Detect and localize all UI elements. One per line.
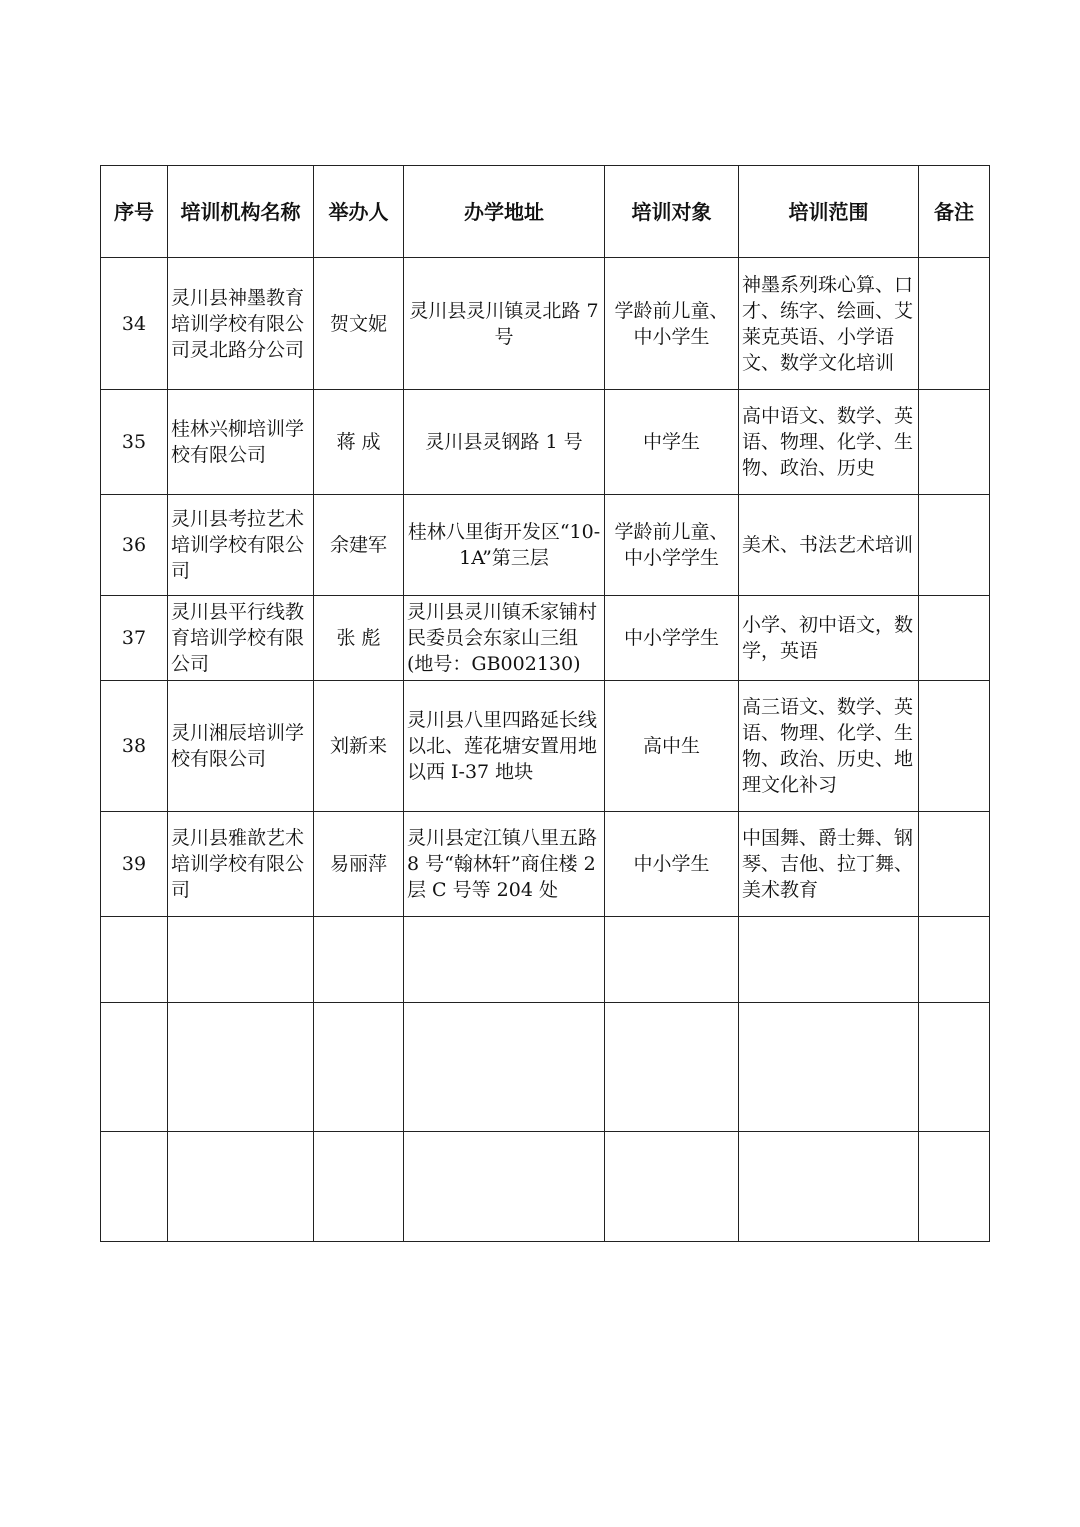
row-note — [919, 812, 990, 917]
table-row — [101, 258, 990, 390]
empty-cell — [314, 1003, 404, 1132]
empty-cell — [605, 1003, 739, 1132]
empty-cell — [314, 917, 404, 1003]
training-institution-table — [100, 165, 990, 1242]
row-address: 灵川县灵钢路 1 号 — [404, 390, 605, 495]
header-note: 备注 — [919, 166, 990, 258]
row-note — [919, 596, 990, 681]
row-scope: 神墨系列珠心算、口才、练字、绘画、艾莱克英语、小学语文、数学文化培训 — [739, 258, 919, 390]
table-row — [101, 681, 990, 812]
row-index: 37 — [101, 596, 168, 681]
header-address: 办学地址 — [404, 166, 605, 258]
row-organizer: 贺文妮 — [314, 258, 404, 390]
empty-cell — [739, 1003, 919, 1132]
row-name: 灵川县平行线教育培训学校有限公司 — [168, 596, 314, 681]
table-row — [101, 390, 990, 495]
table-header-row — [101, 166, 990, 258]
row-target: 中小学生 — [605, 812, 739, 917]
row-scope: 小学、初中语文，数学，英语 — [739, 596, 919, 681]
table-row — [101, 812, 990, 917]
row-target: 学龄前儿童、中小学学生 — [605, 495, 739, 596]
row-index: 35 — [101, 390, 168, 495]
row-index: 34 — [101, 258, 168, 390]
row-target: 中学生 — [605, 390, 739, 495]
empty-cell — [919, 1003, 990, 1132]
header-scope: 培训范围 — [739, 166, 919, 258]
header-organizer: 举办人 — [314, 166, 404, 258]
empty-cell — [168, 917, 314, 1003]
row-organizer: 张 彪 — [314, 596, 404, 681]
row-organizer: 刘新来 — [314, 681, 404, 812]
row-scope: 美术、书法艺术培训 — [739, 495, 919, 596]
row-target: 学龄前儿童、中小学生 — [605, 258, 739, 390]
row-organizer: 易丽萍 — [314, 812, 404, 917]
row-organizer: 蒋 成 — [314, 390, 404, 495]
empty-cell — [101, 917, 168, 1003]
row-organizer: 余建军 — [314, 495, 404, 596]
row-address: 灵川县八里四路延长线以北、莲花塘安置用地以西 I-37 地块 — [404, 681, 605, 812]
row-address: 灵川县灵川镇灵北路 7 号 — [404, 258, 605, 390]
row-index: 39 — [101, 812, 168, 917]
row-index: 36 — [101, 495, 168, 596]
empty-cell — [101, 1132, 168, 1242]
empty-cell — [314, 1132, 404, 1242]
empty-cell — [919, 917, 990, 1003]
header-target: 培训对象 — [605, 166, 739, 258]
header-index: 序号 — [101, 166, 168, 258]
row-note — [919, 495, 990, 596]
empty-cell — [404, 1003, 605, 1132]
row-note — [919, 390, 990, 495]
empty-cell — [605, 917, 739, 1003]
row-name: 灵川湘辰培训学校有限公司 — [168, 681, 314, 812]
empty-table-row — [101, 1003, 990, 1132]
table-row — [101, 495, 990, 596]
row-scope: 高三语文、数学、英语、物理、化学、生物、政治、历史、地理文化补习 — [739, 681, 919, 812]
empty-cell — [919, 1132, 990, 1242]
row-address: 桂林八里街开发区“10-1A”第三层 — [404, 495, 605, 596]
empty-cell — [739, 917, 919, 1003]
row-address: 灵川县定江镇八里五路 8 号“翰林轩”商住楼 2 层 C 号等 204 处 — [404, 812, 605, 917]
empty-cell — [404, 1132, 605, 1242]
header-name: 培训机构名称 — [168, 166, 314, 258]
row-name: 灵川县神墨教育培训学校有限公司灵北路分公司 — [168, 258, 314, 390]
empty-cell — [168, 1132, 314, 1242]
empty-cell — [168, 1003, 314, 1132]
row-name: 桂林兴柳培训学校有限公司 — [168, 390, 314, 495]
row-address: 灵川县灵川镇禾家铺村民委员会东家山三组(地号：GB002130) — [404, 596, 605, 681]
empty-table-row — [101, 917, 990, 1003]
row-note — [919, 258, 990, 390]
empty-cell — [404, 917, 605, 1003]
row-name: 灵川县考拉艺术培训学校有限公司 — [168, 495, 314, 596]
row-target: 中小学学生 — [605, 596, 739, 681]
table-row — [101, 596, 990, 681]
row-scope: 中国舞、爵士舞、钢琴、吉他、拉丁舞、美术教育 — [739, 812, 919, 917]
empty-table-row — [101, 1132, 990, 1242]
empty-cell — [101, 1003, 168, 1132]
row-name: 灵川县雅歆艺术培训学校有限公司 — [168, 812, 314, 917]
row-note — [919, 681, 990, 812]
empty-cell — [739, 1132, 919, 1242]
row-scope: 高中语文、数学、英语、物理、化学、生物、政治、历史 — [739, 390, 919, 495]
empty-cell — [605, 1132, 739, 1242]
row-target: 高中生 — [605, 681, 739, 812]
row-index: 38 — [101, 681, 168, 812]
